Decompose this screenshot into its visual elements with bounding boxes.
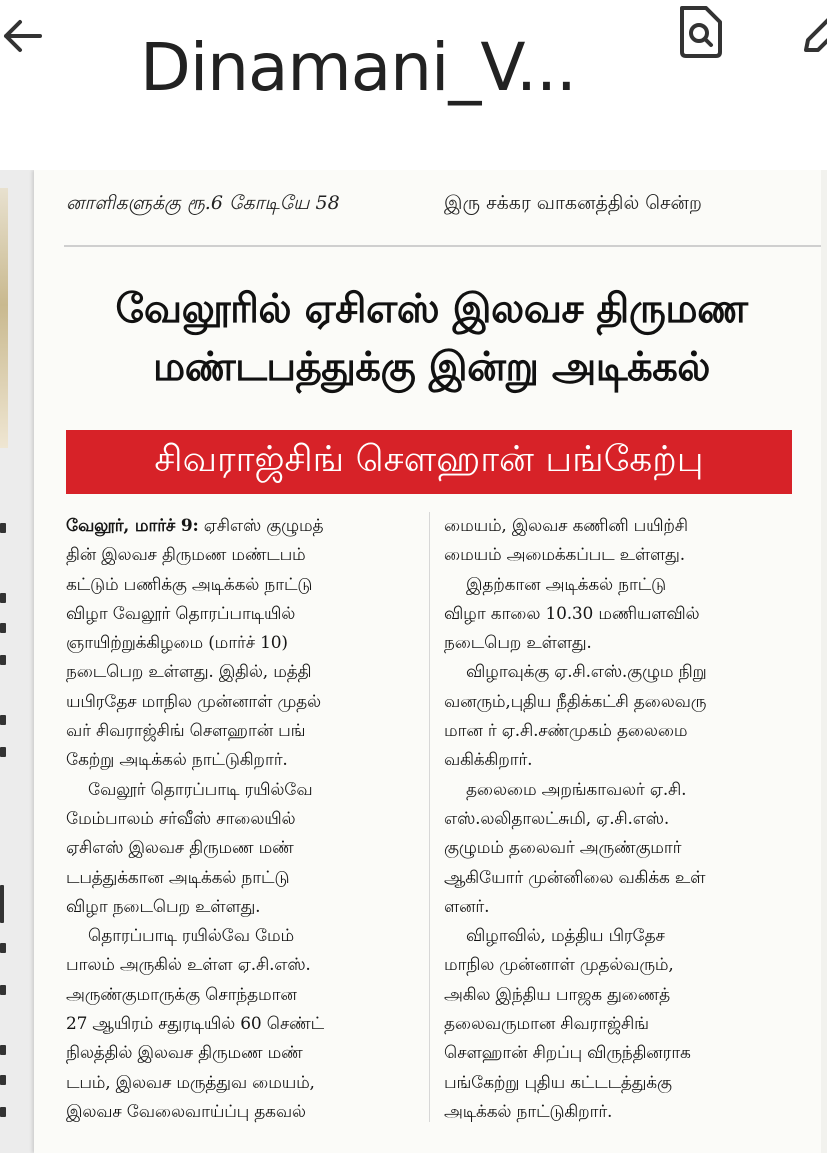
- previous-article-line-right: இரு சக்கர வாகனத்தில் சென்ற: [444, 192, 702, 214]
- body-line: விழாவுக்கு ஏ.சி.எஸ்.குழும நிறு: [466, 662, 707, 683]
- adjacent-page-image: [0, 188, 8, 448]
- body-line: கேற்று அடிக்கல் நாட்டுகிறார்.: [66, 750, 288, 771]
- body-line: 27 ஆயிரம் சதுரடியில் 60 செண்ட்: [66, 1014, 324, 1035]
- body-line: மையம், இலவச கணினி பயிற்சி: [444, 516, 688, 536]
- back-button[interactable]: [0, 14, 44, 58]
- article-column-left: [66, 512, 414, 1127]
- body-line: வகிக்கிறார்.: [444, 750, 533, 771]
- body-line: மாநில முன்னாள் முதல்வரும்,: [444, 955, 674, 976]
- body-line: டபம், இலவச மருத்துவ மையம்,: [66, 1072, 315, 1093]
- adjacent-page-text-fragments: [0, 515, 10, 1135]
- subheadline-banner: [66, 430, 792, 494]
- article-headline: [64, 280, 799, 396]
- body-line: கட்டும் பணிக்கு அடிக்கல் நாட்டு: [66, 574, 313, 595]
- body-line: குழுமம் தலைவர் அருண்குமார்: [444, 838, 682, 859]
- search-in-document-button[interactable]: [676, 4, 724, 58]
- body-line: டபத்துக்கான அடிக்கல் நாட்டு: [66, 867, 290, 888]
- body-line: நடைபெற உள்ளது.: [444, 633, 592, 654]
- document-search-icon: [676, 4, 724, 58]
- body-line: அடிக்கல் நாட்டுகிறார்.: [444, 1101, 613, 1122]
- body-line: வர் சிவராஜ்சிங் செளஹான் பங்: [66, 721, 306, 742]
- previous-article-line-left: னாளிகளுக்கு ரூ.6 கோடியே 58: [66, 192, 340, 214]
- body-line: நடைபெற உள்ளது. இதில், மத்தி: [66, 662, 312, 683]
- body-line: தலைமை அறங்காவலர் ஏ.சி.: [466, 779, 687, 800]
- subheadline: சிவராஜ்சிங் செளஹான் பங்கேற்பு: [154, 439, 704, 480]
- body-line: தின் இலவச திருமண மண்டபம்: [66, 545, 306, 566]
- body-line: இதற்கான அடிக்கல் நாட்டு: [466, 574, 667, 595]
- newspaper-page: [34, 170, 827, 1153]
- body-line: மான ர் ஏ.சி.சண்முகம் தலைமை: [444, 721, 688, 742]
- body-line: ஆகியோர் முன்னிலை வகிக்க உள்: [444, 867, 706, 888]
- body-line: தலைவருமான சிவராஜ்சிங்: [444, 1014, 649, 1035]
- body-line: ஏசிஎஸ் இலவச திருமண மண்: [66, 838, 294, 859]
- body-line: வேலூர், மார்ச் 9: ஏசிஎஸ் குழுமத்: [66, 516, 324, 536]
- body-line: விழாவில், மத்திய பிரதேச: [466, 926, 665, 947]
- body-line: பாலம் அருகில் உள்ள ஏ.சி.எஸ்.: [66, 955, 311, 976]
- body-line: ளனர்.: [444, 896, 490, 917]
- body-line: நிலத்தில் இலவச திருமண மண்: [66, 1043, 303, 1064]
- back-arrow-icon: [0, 14, 44, 58]
- body-line: மையம் அமைக்கப்பட உள்ளது.: [444, 545, 685, 566]
- body-line: விழா நடைபெற உள்ளது.: [66, 896, 261, 917]
- article-divider: [64, 245, 827, 247]
- body-line: வேலூர் தொரப்பாடி ரயில்வே: [88, 779, 313, 800]
- body-line: தொரப்பாடி ரயில்வே மேம்: [88, 926, 294, 947]
- headline-line: மண்டபத்துக்கு இன்று அடிக்கல்: [153, 344, 710, 390]
- column-divider: [429, 512, 430, 1122]
- body-line: யபிரதேச மாநில முன்னாள் முதல்: [66, 691, 321, 712]
- document-viewer[interactable]: [0, 170, 827, 1153]
- body-line: வனரும்,புதிய நீதிக்கட்சி தலைவரு: [444, 691, 707, 712]
- body-line: விழா வேலூர் தொரப்பாடியில்: [66, 603, 296, 624]
- body-line: அருண்குமாருக்கு சொந்தமான: [66, 984, 297, 1005]
- body-line: ஞாயிற்றுக்கிழமை (மார்ச் 10): [66, 633, 288, 654]
- body-line: எஸ்.லலிதாலட்சுமி, ஏ.சி.எஸ்.: [444, 808, 670, 829]
- body-line: அகில இந்திய பாஜக துணைத்: [444, 984, 671, 1005]
- edit-button[interactable]: [800, 8, 827, 56]
- body-line: இலவச வேலைவாய்ப்பு தகவல்: [66, 1101, 306, 1122]
- article-column-right: [444, 512, 796, 1127]
- body-line: செளஹான் சிறப்பு விருந்தினராக: [444, 1043, 691, 1064]
- next-page-edge: [821, 170, 827, 1153]
- edit-pencil-icon: [800, 8, 827, 56]
- dateline: வேலூர், மார்ச் 9:: [66, 516, 199, 536]
- body-line: மேம்பாலம் சர்வீஸ் சாலையில்: [66, 808, 296, 829]
- app-bar: [0, 0, 827, 170]
- document-title: Dinamani_V...: [140, 29, 576, 106]
- body-line: பங்கேற்று புதிய கட்டடத்துக்கு: [444, 1072, 672, 1093]
- headline-line: வேலூரில் ஏசிஎஸ் இலவச திருமண: [115, 286, 748, 332]
- body-line: விழா காலை 10.30 மணியளவில்: [444, 603, 700, 624]
